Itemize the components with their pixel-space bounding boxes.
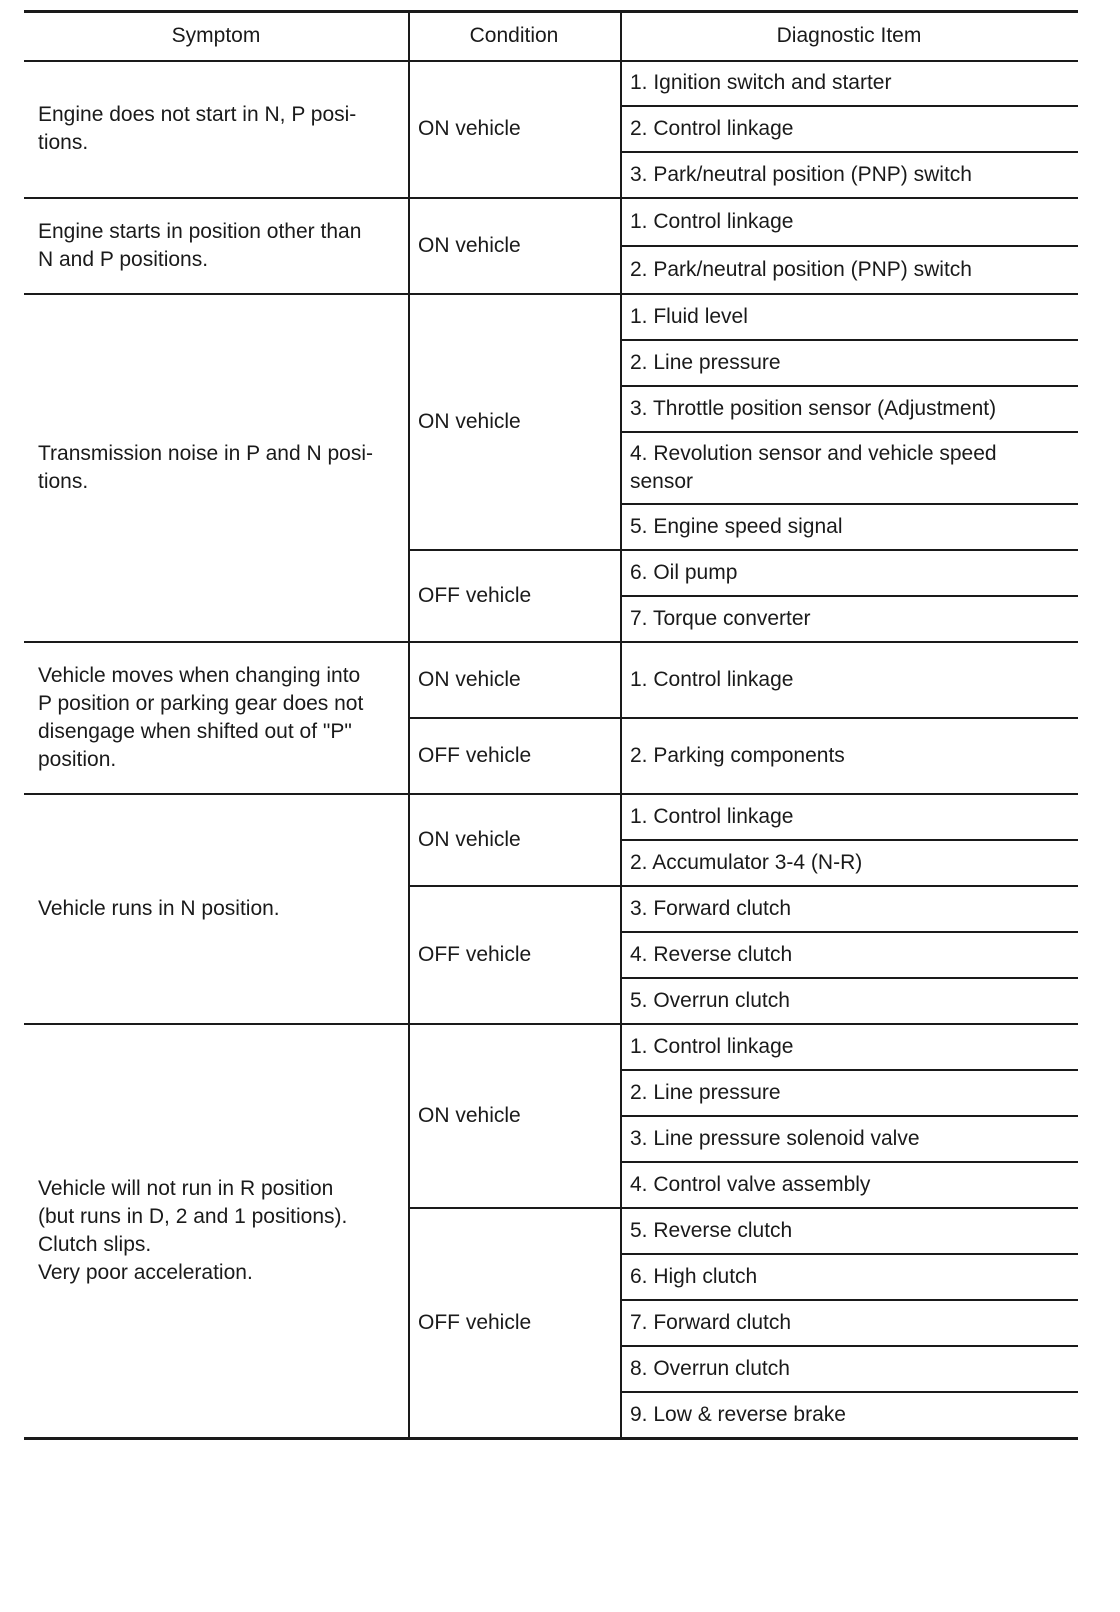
item-divider: [620, 839, 1078, 841]
condition-label: OFF vehicle: [418, 1311, 532, 1334]
condition-label: ON vehicle: [418, 117, 521, 140]
item-divider: [620, 339, 1078, 341]
item-divider: [620, 1253, 1078, 1255]
condition-label: OFF vehicle: [418, 584, 532, 607]
symptom-text: Vehicle will not run in R position: [38, 1177, 334, 1200]
item-divider: [620, 1299, 1078, 1301]
diagnostic-item: 8. Overrun clutch: [630, 1357, 790, 1380]
header-diagnostic: Diagnostic Item: [776, 24, 922, 47]
symptom-text: Transmission noise in P and N posi-: [38, 442, 373, 465]
column-divider: [408, 10, 410, 1438]
condition-label: ON vehicle: [418, 410, 521, 433]
symptom-text: Clutch slips.: [38, 1233, 152, 1256]
diagnostic-item: 3. Throttle position sensor (Adjustment): [630, 397, 997, 420]
item-divider: [620, 1161, 1078, 1163]
symptom-text: tions.: [38, 131, 89, 154]
condition-label: OFF vehicle: [418, 744, 532, 767]
condition-label: ON vehicle: [418, 1104, 521, 1127]
item-divider: [620, 977, 1078, 979]
diagnostic-item: 5. Engine speed signal: [630, 515, 843, 538]
table-bottom-border: [24, 1437, 1078, 1440]
symptom-text: Vehicle runs in N position.: [38, 897, 280, 920]
group-divider: [24, 1023, 1078, 1025]
diagnostic-item: 6. Oil pump: [630, 561, 738, 584]
diagnostic-item: 2. Line pressure: [630, 1081, 781, 1104]
group-divider: [24, 793, 1078, 795]
diagnostic-item: 1. Control linkage: [630, 210, 794, 233]
item-divider: [620, 245, 1078, 247]
condition-label: ON vehicle: [418, 668, 521, 691]
diagnostic-item: 2. Accumulator 3-4 (N-R): [630, 851, 863, 874]
item-divider: [620, 1115, 1078, 1117]
diagnostic-item: 1. Ignition switch and starter: [630, 71, 892, 94]
diagnostic-item: 2. Line pressure: [630, 351, 781, 374]
symptom-text: (but runs in D, 2 and 1 positions).: [38, 1205, 348, 1228]
symptom-text: P position or parking gear does not: [38, 692, 364, 715]
diagnostic-item: 5. Reverse clutch: [630, 1219, 793, 1242]
diagnostic-item: 4. Revolution sensor and vehicle speed: [630, 442, 997, 465]
condition-label: OFF vehicle: [418, 943, 532, 966]
symptom-text: disengage when shifted out of "P": [38, 720, 352, 743]
item-divider: [620, 1391, 1078, 1393]
diagnostic-item: 7. Torque converter: [630, 607, 811, 630]
condition-divider: [408, 885, 1078, 887]
diagnostic-item: 2. Park/neutral position (PNP) switch: [630, 258, 972, 281]
diagnostic-item: 4. Reverse clutch: [630, 943, 793, 966]
item-divider: [620, 151, 1078, 153]
condition-divider: [408, 1207, 1078, 1209]
condition-label: ON vehicle: [418, 234, 521, 257]
item-divider: [620, 385, 1078, 387]
diagnostic-item: 6. High clutch: [630, 1265, 758, 1288]
group-divider: [24, 293, 1078, 295]
item-divider: [620, 1069, 1078, 1071]
diagnostic-item: 3. Line pressure solenoid valve: [630, 1127, 920, 1150]
column-divider: [620, 10, 622, 1438]
condition-divider: [408, 549, 1078, 551]
header-condition: Condition: [469, 24, 559, 47]
diagnostic-table: [24, 10, 1078, 1504]
item-divider: [620, 595, 1078, 597]
symptom-text: tions.: [38, 470, 89, 493]
item-divider: [620, 1345, 1078, 1347]
condition-label: ON vehicle: [418, 828, 521, 851]
symptom-text: Engine does not start in N, P posi-: [38, 103, 357, 126]
diagnostic-item: 1. Control linkage: [630, 1035, 794, 1058]
diagnostic-item: 4. Control valve assembly: [630, 1173, 871, 1196]
diagnostic-item: 3. Park/neutral position (PNP) switch: [630, 163, 972, 186]
condition-divider: [408, 717, 1078, 719]
diagnostic-item: 1. Fluid level: [630, 305, 748, 328]
diagnostic-item: 2. Control linkage: [630, 117, 794, 140]
diagnostic-item: sensor: [630, 470, 694, 493]
diagnostic-item: 3. Forward clutch: [630, 897, 792, 920]
header-symptom: Symptom: [171, 24, 261, 47]
symptom-text: position.: [38, 748, 117, 771]
diagnostic-item: 1. Control linkage: [630, 668, 794, 691]
diagnostic-item: 9. Low & reverse brake: [630, 1403, 846, 1426]
item-divider: [620, 431, 1078, 433]
item-divider: [620, 931, 1078, 933]
group-divider: [24, 641, 1078, 643]
diagnostic-item: 1. Control linkage: [630, 805, 794, 828]
symptom-text: Vehicle moves when changing into: [38, 664, 361, 687]
item-divider: [620, 105, 1078, 107]
diagnostic-item: 5. Overrun clutch: [630, 989, 790, 1012]
header-bottom-border: [24, 60, 1078, 62]
table-top-border: [24, 10, 1078, 13]
symptom-text: Engine starts in position other than: [38, 220, 362, 243]
item-divider: [620, 503, 1078, 505]
symptom-text: N and P positions.: [38, 248, 209, 271]
group-divider: [24, 197, 1078, 199]
diagnostic-item: 2. Parking components: [630, 744, 845, 767]
diagnostic-item: 7. Forward clutch: [630, 1311, 792, 1334]
symptom-text: Very poor acceleration.: [38, 1261, 253, 1284]
